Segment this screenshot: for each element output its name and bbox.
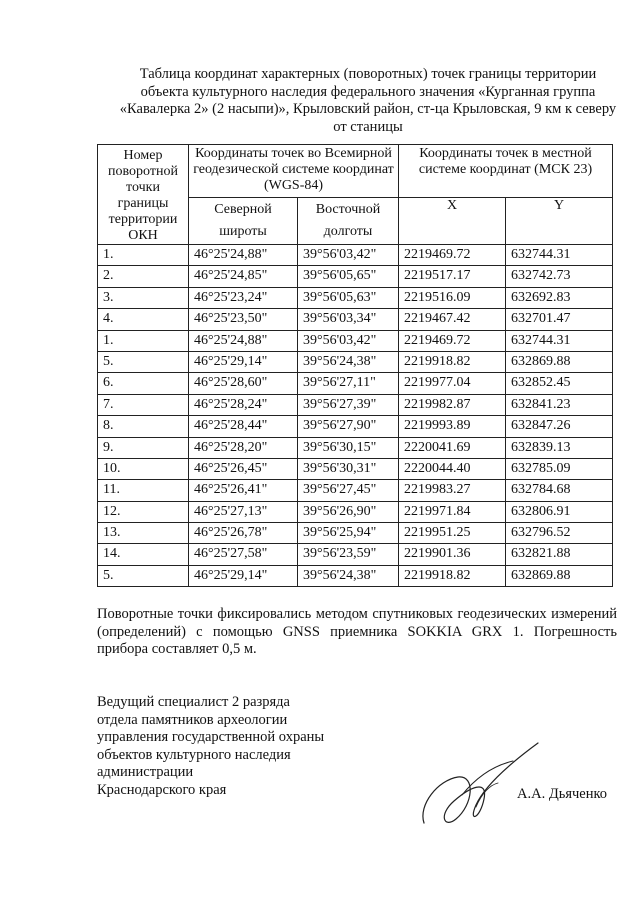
cell-y: 632744.31 bbox=[506, 330, 613, 351]
signer-name: А.А. Дьяченко bbox=[517, 786, 608, 802]
cell-y: 632701.47 bbox=[506, 309, 613, 330]
cell-latitude: 46°25'23,24" bbox=[189, 287, 298, 308]
signatory-line: Краснодарского края bbox=[97, 781, 227, 798]
cell-y: 632847.26 bbox=[506, 416, 613, 437]
table-row bbox=[98, 458, 613, 479]
cell-x: 2219951.25 bbox=[399, 523, 506, 544]
cell-latitude: 46°25'24,88" bbox=[189, 245, 298, 266]
signatory-line: отдела памятников археологии bbox=[97, 711, 288, 728]
cell-latitude: 46°25'26,45" bbox=[189, 458, 298, 479]
cell-longitude: 39°56'03,34" bbox=[298, 309, 399, 330]
cell-latitude: 46°25'24,85" bbox=[189, 266, 298, 287]
cell-longitude: 39°56'24,38" bbox=[298, 351, 399, 372]
cell-point-number: 6. bbox=[98, 373, 189, 394]
cell-y: 632841.23 bbox=[506, 394, 613, 415]
cell-y: 632821.88 bbox=[506, 544, 613, 565]
cell-x: 2219901.36 bbox=[399, 544, 506, 565]
cell-y: 632869.88 bbox=[506, 565, 613, 586]
table-row bbox=[98, 351, 613, 372]
cell-x: 2219469.72 bbox=[399, 330, 506, 351]
cell-x: 2219467.42 bbox=[399, 309, 506, 330]
measurement-note: Поворотные точки фиксировались методом спутниковых геодезических измерений (определений) с помощью GNSS приемника SOKKIA GRX 1. Погрешность прибора составляет 0,5 м. bbox=[97, 606, 617, 657]
cell-longitude: 39°56'25,94" bbox=[298, 523, 399, 544]
table-row bbox=[98, 416, 613, 437]
cell-y: 632784.68 bbox=[506, 480, 613, 501]
handwritten-signature bbox=[418, 735, 558, 835]
cell-latitude: 46°25'27,13" bbox=[189, 501, 298, 522]
cell-latitude: 46°25'26,41" bbox=[189, 480, 298, 501]
cell-y: 632785.09 bbox=[506, 458, 613, 479]
cell-longitude: 39°56'05,63" bbox=[298, 287, 399, 308]
cell-longitude: 39°56'30,31" bbox=[298, 458, 399, 479]
cell-latitude: 46°25'29,14" bbox=[189, 351, 298, 372]
cell-x: 2219977.04 bbox=[399, 373, 506, 394]
signatory-block bbox=[97, 694, 397, 799]
table-row bbox=[98, 309, 613, 330]
cell-longitude: 39°56'03,42" bbox=[298, 245, 399, 266]
cell-latitude: 46°25'26,78" bbox=[189, 523, 298, 544]
cell-point-number: 5. bbox=[98, 351, 189, 372]
cell-longitude: 39°56'27,90" bbox=[298, 416, 399, 437]
cell-point-number: 4. bbox=[98, 309, 189, 330]
signatory-line: объектов культурного наследия bbox=[97, 746, 291, 763]
cell-latitude: 46°25'24,88" bbox=[189, 330, 298, 351]
cell-point-number: 14. bbox=[98, 544, 189, 565]
cell-point-number: 10. bbox=[98, 458, 189, 479]
cell-latitude: 46°25'28,20" bbox=[189, 437, 298, 458]
cell-latitude: 46°25'29,14" bbox=[189, 565, 298, 586]
signatory-line: управления государственной охраны bbox=[97, 729, 325, 745]
cell-longitude: 39°56'27,45" bbox=[298, 480, 399, 501]
cell-longitude: 39°56'05,65" bbox=[298, 266, 399, 287]
cell-point-number: 9. bbox=[98, 437, 189, 458]
table-row bbox=[98, 330, 613, 351]
table-row bbox=[98, 523, 613, 544]
table-row bbox=[98, 373, 613, 394]
cell-y: 632839.13 bbox=[506, 437, 613, 458]
cell-y: 632692.83 bbox=[506, 287, 613, 308]
cell-y: 632744.31 bbox=[506, 245, 613, 266]
cell-latitude: 46°25'23,50" bbox=[189, 309, 298, 330]
cell-point-number: 8. bbox=[98, 416, 189, 437]
signatory-line: администрации bbox=[97, 764, 194, 780]
cell-y: 632742.73 bbox=[506, 266, 613, 287]
header-latitude: Северной широты bbox=[189, 198, 298, 245]
cell-x: 2220041.69 bbox=[399, 437, 506, 458]
cell-point-number: 11. bbox=[98, 480, 189, 501]
cell-longitude: 39°56'23,59" bbox=[298, 544, 399, 565]
cell-x: 2219516.09 bbox=[399, 287, 506, 308]
cell-x: 2219983.27 bbox=[399, 480, 506, 501]
header-x: X bbox=[399, 198, 506, 245]
cell-longitude: 39°56'27,11" bbox=[298, 373, 399, 394]
table-row bbox=[98, 501, 613, 522]
table-row bbox=[98, 245, 613, 266]
cell-latitude: 46°25'27,58" bbox=[189, 544, 298, 565]
cell-longitude: 39°56'03,42" bbox=[298, 330, 399, 351]
cell-x: 2219971.84 bbox=[399, 501, 506, 522]
cell-latitude: 46°25'28,24" bbox=[189, 394, 298, 415]
document-title: Таблица координат характерных (поворотных) точек границы территории объекта культурного наследия федерального значения «Курганная группа «Кавалерка 2» (2 насыпи)», Крыловский район, ст-ца Крыловская, 9 км к северу от станицы bbox=[119, 66, 617, 135]
table-row bbox=[98, 437, 613, 458]
header-y: Y bbox=[506, 198, 613, 245]
table-row bbox=[98, 565, 613, 586]
cell-y: 632796.52 bbox=[506, 523, 613, 544]
header-longitude: Восточной долготы bbox=[298, 198, 399, 245]
cell-point-number: 1. bbox=[98, 330, 189, 351]
cell-x: 2219918.82 bbox=[399, 351, 506, 372]
cell-latitude: 46°25'28,60" bbox=[189, 373, 298, 394]
cell-y: 632806.91 bbox=[506, 501, 613, 522]
cell-point-number: 3. bbox=[98, 287, 189, 308]
cell-point-number: 5. bbox=[98, 565, 189, 586]
cell-point-number: 7. bbox=[98, 394, 189, 415]
cell-longitude: 39°56'26,90" bbox=[298, 501, 399, 522]
cell-y: 632852.45 bbox=[506, 373, 613, 394]
cell-x: 2219982.87 bbox=[399, 394, 506, 415]
cell-latitude: 46°25'28,44" bbox=[189, 416, 298, 437]
cell-longitude: 39°56'30,15" bbox=[298, 437, 399, 458]
cell-point-number: 1. bbox=[98, 245, 189, 266]
table-row bbox=[98, 544, 613, 565]
signatory-line: Ведущий специалист 2 разряда bbox=[97, 694, 290, 710]
cell-point-number: 12. bbox=[98, 501, 189, 522]
cell-longitude: 39°56'24,38" bbox=[298, 565, 399, 586]
cell-x: 2219469.72 bbox=[399, 245, 506, 266]
cell-x: 2219993.89 bbox=[399, 416, 506, 437]
cell-x: 2219918.82 bbox=[399, 565, 506, 586]
header-msk23: Координаты точек в местной системе координат (МСК 23) bbox=[399, 145, 613, 198]
cell-longitude: 39°56'27,39" bbox=[298, 394, 399, 415]
cell-x: 2219517.17 bbox=[399, 266, 506, 287]
cell-point-number: 2. bbox=[98, 266, 189, 287]
header-wgs84: Координаты точек во Всемирной геодезической системе координат (WGS-84) bbox=[189, 145, 399, 198]
table-row bbox=[98, 480, 613, 501]
table-row bbox=[98, 394, 613, 415]
table-row bbox=[98, 287, 613, 308]
cell-x: 2220044.40 bbox=[399, 458, 506, 479]
cell-y: 632869.88 bbox=[506, 351, 613, 372]
header-point-number: Номер поворотной точки границы территории ОКН bbox=[98, 145, 189, 245]
coordinates-table bbox=[97, 144, 613, 587]
table-row bbox=[98, 266, 613, 287]
cell-point-number: 13. bbox=[98, 523, 189, 544]
